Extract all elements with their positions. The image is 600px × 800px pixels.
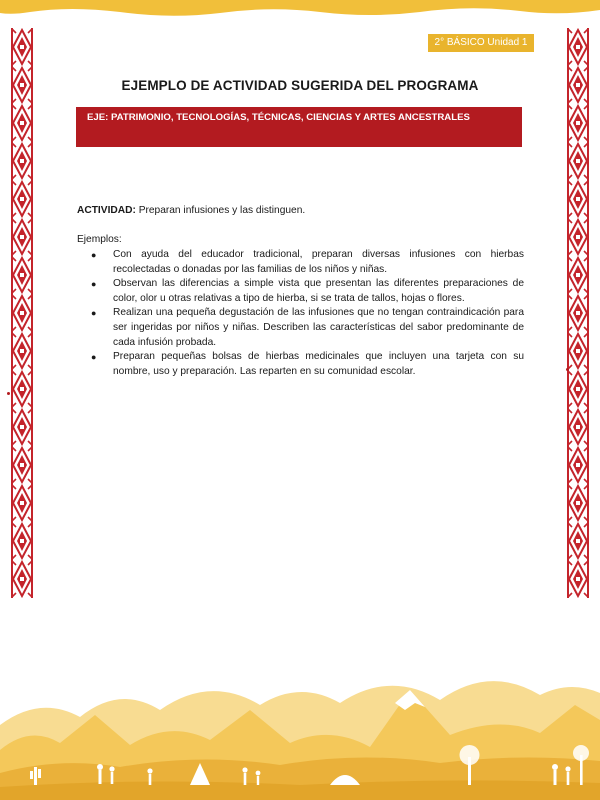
margin-mark	[7, 392, 10, 395]
page-title: EJEMPLO DE ACTIVIDAD SUGERIDA DEL PROGRAMA	[121, 78, 479, 93]
list-item-text: Con ayuda del educador tradicional, preparan diversas infusiones con hierbas recolectadas o donadas por las familias de los niños y niñas.	[113, 249, 524, 275]
axis-banner-text: EJE: PATRIMONIO, TECNOLOGÍAS, TÉCNICAS, CIENCIAS Y ARTES ANCESTRALES	[87, 112, 470, 123]
top-decorative-band	[0, 0, 600, 22]
right-decorative-border	[567, 28, 589, 598]
list-item-text: Realizan una pequeña degustación de las infusiones que no tengan contraindicación para ser ingeridas por niños y niñas. Describen las características del sabor predominante de cada infusión probada.	[113, 307, 524, 348]
footer-landscape-illustration	[0, 655, 600, 800]
examples-list	[77, 248, 524, 379]
bullet-icon: ●	[91, 250, 97, 260]
axis-banner	[76, 107, 522, 147]
list-item-text: Preparan pequeñas bolsas de hierbas medicinales que incluyen una tarjeta con su nombre, uso y preparación. Las reparten en su comunidad escolar.	[113, 351, 524, 377]
activity-label: ACTIVIDAD:	[77, 205, 136, 216]
examples-label: Ejemplos:	[77, 234, 122, 245]
list-item	[77, 350, 524, 379]
bullet-icon: ●	[91, 352, 97, 363]
list-item	[77, 277, 524, 306]
activity-text: Preparan infusiones y las distinguen.	[135, 205, 306, 216]
left-decorative-border	[11, 28, 33, 598]
list-item	[77, 306, 524, 350]
list-item-text: Observan las diferencias a simple vista que presentan las diferentes preparaciones de color, olor u otras relativas a tipo de hierba, si se trata de tallos, hojas o flores.	[113, 278, 524, 304]
bullet-icon: ●	[91, 308, 97, 319]
bullet-icon: ●	[91, 279, 97, 290]
activity-line	[77, 205, 523, 216]
list-item	[77, 248, 524, 277]
grade-unit-badge: 2° BÁSICO Unidad 1	[428, 34, 534, 52]
margin-mark	[566, 368, 569, 371]
